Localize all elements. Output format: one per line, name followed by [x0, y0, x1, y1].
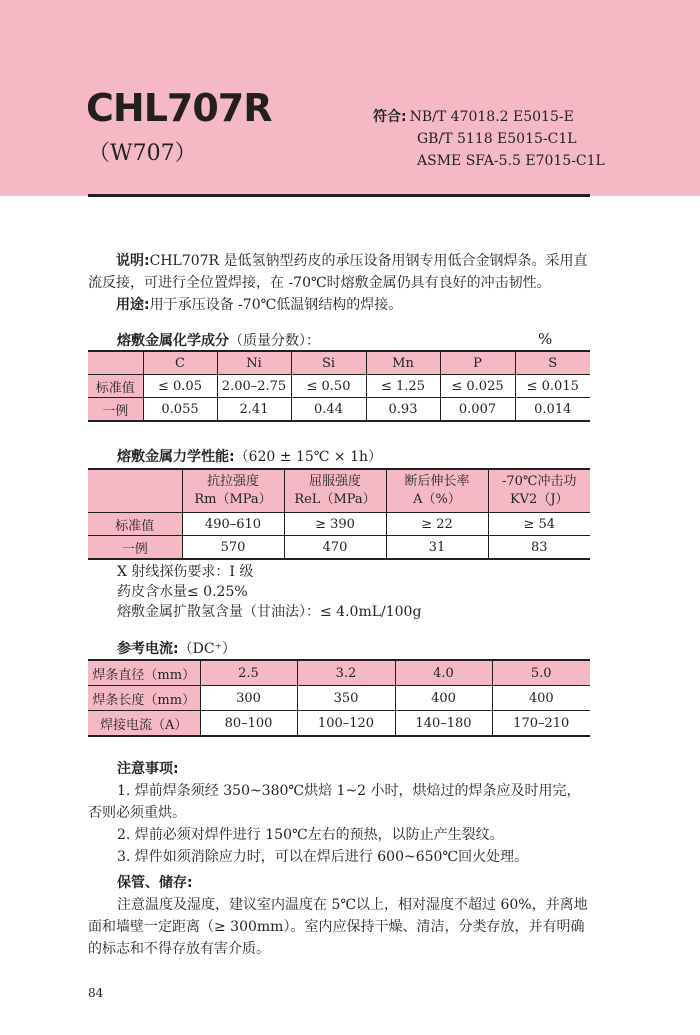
notes-title: 注意事项:: [117, 761, 179, 777]
table-row: 标准值 490–610 ≥ 390 ≥ 22 ≥ 54: [88, 513, 590, 536]
current-title: 参考电流:（DC⁺）: [117, 641, 236, 657]
product-name: CHL707R: [86, 86, 272, 130]
list-item: 2. 焊前必须对焊件进行 150℃左右的预热，以防止产生裂纹。: [117, 827, 504, 843]
note-line: 药皮含水量≤ 0.25%: [117, 584, 248, 600]
mechanical-notes: [117, 562, 621, 622]
storage-title: 保管、储存:: [117, 875, 193, 891]
table-row: 焊接电流（A） 80–100 100–120 140–180 170–210: [88, 711, 590, 737]
list-item: 1. 焊前焊条须经 350~380℃烘焙 1~2 小时，烘焙过的焊条应及时用完，否则必须重烘。: [88, 783, 581, 821]
page-number: 84: [88, 986, 104, 1000]
standards-label: 符合:: [373, 109, 407, 125]
chemical-title: 熔敷金属化学成分（质量分数）：: [117, 333, 320, 349]
usage-text: 用于承压设备 -70℃低温钢结构的焊接。: [149, 297, 403, 313]
current-subtitle: （DC⁺）: [178, 641, 236, 657]
standard-item: GB/T 5118 E5015-C1L: [417, 131, 577, 147]
mechanical-table: [88, 468, 590, 560]
usage-paragraph: [116, 294, 596, 316]
notes-list: [88, 780, 592, 868]
mechanical-title: 熔敷金属力学性能:（620 ± 15℃ × 1h）: [117, 449, 382, 465]
description-text: CHL707R 是低氢钠型药皮的承压设备用钢专用低合金钢焊条。采用直流反接，可进行全位置焊接，在 -70℃时熔敷金属仍具有良好的冲击韧性。: [88, 253, 588, 291]
storage-text: 注意温度及湿度，建议室内温度在 5℃以上，相对湿度不超过 60%，并离地面和墙壁一定距离（≥ 300mm）。室内应保持干燥、清洁，分类存放，并有明确的标志和不得存放有害介质。: [88, 897, 588, 957]
table-row: 标准值 ≤ 0.05 2.00–2.75 ≤ 0.50 ≤ 1.25 ≤ 0.025 ≤ 0.015: [88, 375, 590, 398]
product-alias: （W707）: [88, 141, 197, 166]
description-label: 说明:: [116, 253, 150, 269]
chemical-subtitle: （质量分数）：: [229, 333, 320, 349]
standard-item: ASME SFA-5.5 E7015-C1L: [417, 153, 605, 169]
table-header-row: 焊条直径（mm） 2.5 3.2 4.0 5.0: [88, 660, 590, 686]
table-row: 一例 570 470 31 83: [88, 536, 590, 560]
chemical-unit: %: [538, 330, 553, 348]
list-item: 3. 焊件如须消除应力时，可以在焊后进行 600~650℃回火处理。: [117, 849, 529, 865]
header-divider: [88, 194, 590, 197]
table-header-row: 抗拉强度 Rm（MPa） 屈服强度 ReL（MPa） 断后伸长率 A（%） -70℃冲击功 KV2（J）: [88, 469, 590, 513]
current-table: [88, 659, 590, 737]
table-header-row: C Ni Si Mn P S: [88, 351, 590, 375]
usage-label: 用途:: [116, 297, 150, 313]
note-line: 熔敷金属扩散氢含量（甘油法）：≤ 4.0mL/100g: [117, 604, 422, 620]
description-paragraph: [88, 250, 592, 294]
standard-item: NB/T 47018.2 E5015-E: [409, 109, 574, 125]
standards-block: [373, 106, 605, 172]
table-row: 一例 0.055 2.41 0.44 0.93 0.007 0.014: [88, 398, 590, 422]
mechanical-subtitle: （620 ± 15℃ × 1h）: [234, 449, 382, 465]
note-line: X 射线探伤要求：I 级: [117, 564, 254, 580]
chemical-table: [88, 350, 590, 422]
table-row: 焊条长度（mm） 300 350 400 400: [88, 686, 590, 711]
